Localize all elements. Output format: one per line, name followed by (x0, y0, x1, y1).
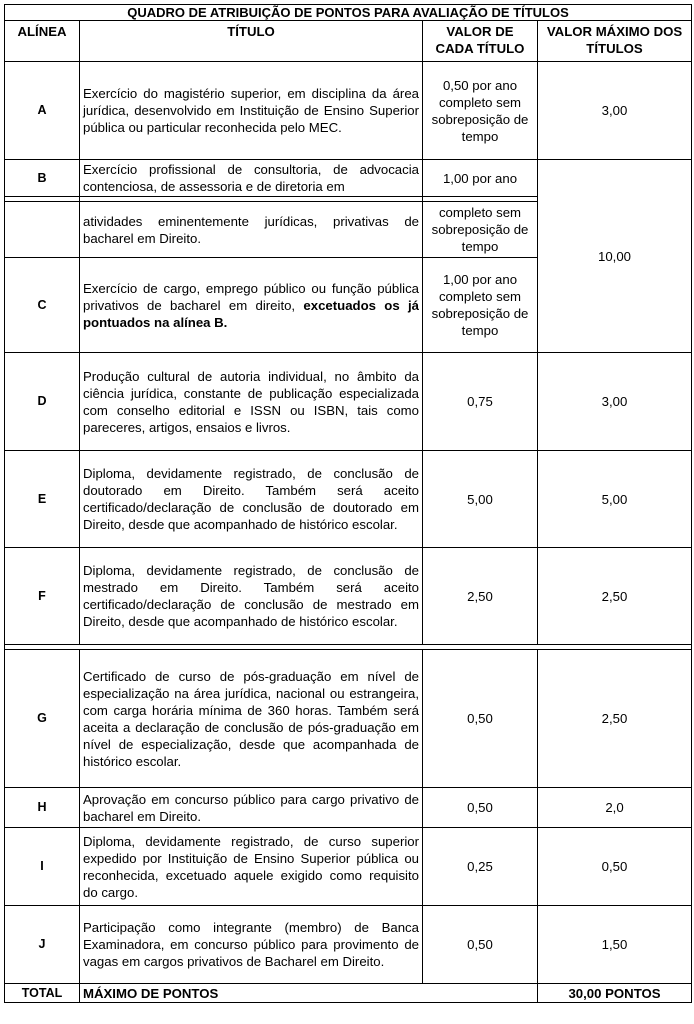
row-titulo: Certificado de curso de pós-graduação em nível de especialização na área jurídica, nacional ou estrangeira, com carga horária mínima de 360 horas. Também será aceita a declaração de conclusão de pós-graduação em nível de especialização, desde que acompanhada de histórico escolar. (80, 650, 423, 788)
row-titulo: Aprovação em concurso público para cargo privativo de bacharel em Direito. (80, 788, 423, 828)
table-row (5, 548, 692, 645)
total-text: MÁXIMO DE PONTOS (80, 984, 538, 1003)
row-titulo: Participação como integrante (membro) de Banca Examinadora, em concurso público para provimento de vagas em cargos privativos de Bacharel em Direito. (80, 906, 423, 984)
table-row (5, 160, 692, 197)
row-titulo: Diploma, devidamente registrado, de conclusão de mestrado em Direito. Também será aceito certificado/declaração de conclusão de mestrado em Direito, desde que acompanhado de histórico escolar. (80, 548, 423, 645)
row-letter: J (5, 906, 80, 984)
row-titulo: Diploma, devidamente registrado, de curso superior expedido por Instituição de Ensino Superior pública ou reconhecida, excetuado aquele exigido como requisito do cargo. (80, 828, 423, 906)
row-titulo: Exercício do magistério superior, em disciplina da área jurídica, desenvolvido em Instituição de Ensino Superior pública ou particular reconhecida pelo MEC. (80, 62, 423, 160)
row-valor: 5,00 (423, 451, 538, 548)
row-maximo: 3,00 (538, 62, 692, 160)
points-table (4, 4, 692, 1003)
row-maximo: 0,50 (538, 828, 692, 906)
row-valor: 0,75 (423, 353, 538, 451)
header-maximo: VALOR MÁXIMO DOS TÍTULOS (538, 21, 692, 62)
header-alinea: ALÍNEA (5, 21, 80, 62)
row-letter: H (5, 788, 80, 828)
row-letter: E (5, 451, 80, 548)
row-maximo: 2,50 (538, 650, 692, 788)
row-letter: B (5, 160, 80, 197)
table-row (5, 650, 692, 788)
row-titulo-bold: excetuados os já pontuados na alínea B. (83, 297, 419, 330)
row-letter: C (5, 258, 80, 353)
row-valor: 0,50 (423, 788, 538, 828)
row-titulo: Exercício profissional de consultoria, de advocacia contenciosa, de assessoria e de diretoria em (80, 160, 423, 197)
table-row (5, 788, 692, 828)
table-title-row (5, 5, 692, 21)
row-maximo: 2,50 (538, 548, 692, 645)
total-label: TOTAL (5, 984, 80, 1003)
row-letter: A (5, 62, 80, 160)
row-maximo: 1,50 (538, 906, 692, 984)
row-valor: 2,50 (423, 548, 538, 645)
row-valor: 0,50 por ano completo sem sobreposição de tempo (423, 62, 538, 160)
row-titulo: Produção cultural de autoria individual, no âmbito da ciência jurídica, constante de publicação especializada com conselho editorial e ISSN ou ISBN, tais como pareceres, artigos, ensaios e livros. (80, 353, 423, 451)
row-valor: 0,50 (423, 906, 538, 984)
row-titulo (80, 258, 423, 353)
total-row (5, 984, 692, 1003)
row-maximo: 3,00 (538, 353, 692, 451)
table-row (5, 62, 692, 160)
table-row (5, 353, 692, 451)
row-maximo: 2,0 (538, 788, 692, 828)
header-valor: VALOR DE CADA TÍTULO (423, 21, 538, 62)
row-maximo: 5,00 (538, 451, 692, 548)
total-value: 30,00 PONTOS (538, 984, 692, 1003)
row-titulo: Diploma, devidamente registrado, de conclusão de doutorado em Direito. Também será aceito certificado/declaração de conclusão de doutorado em Direito, desde que acompanhado de histórico escolar. (80, 451, 423, 548)
row-letter: I (5, 828, 80, 906)
table-header-row (5, 21, 692, 62)
table-row (5, 451, 692, 548)
row-valor: 1,00 por ano (423, 160, 538, 197)
row-valor: 0,25 (423, 828, 538, 906)
row-valor: 1,00 por ano completo sem sobreposição de tempo (423, 258, 538, 353)
row-letter: D (5, 353, 80, 451)
row-letter: F (5, 548, 80, 645)
table-row (5, 828, 692, 906)
header-titulo: TÍTULO (80, 21, 423, 62)
table-title: QUADRO DE ATRIBUIÇÃO DE PONTOS PARA AVALIAÇÃO DE TÍTULOS (5, 5, 692, 21)
row-titulo-normal: Exercício de cargo, emprego público ou função pública privativos de bacharel em direito, (83, 280, 419, 313)
row-letter: G (5, 650, 80, 788)
row-letter-empty (5, 202, 80, 258)
row-valor: 0,50 (423, 650, 538, 788)
row-valor: completo sem sobreposição de tempo (423, 202, 538, 258)
row-maximo: 10,00 (538, 160, 692, 353)
row-titulo: atividades eminentemente jurídicas, privativas de bacharel em Direito. (80, 202, 423, 258)
table-row (5, 906, 692, 984)
